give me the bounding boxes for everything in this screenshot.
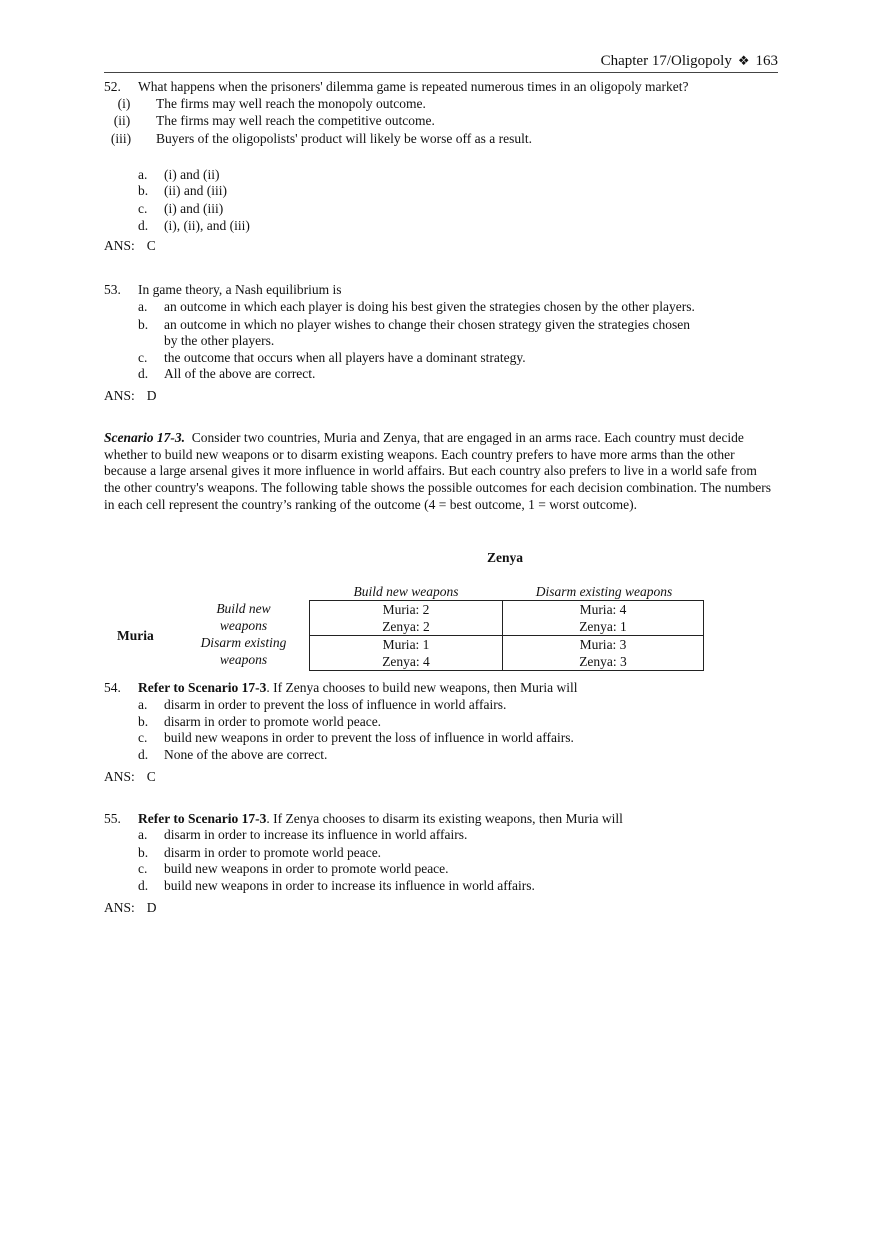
scenario-label: Scenario 17-3. (104, 430, 185, 445)
statement-numeral: (ii) (113, 113, 131, 128)
question-text: What happens when the prisoners' dilemma game is repeated numerous times in an oligopoly market? (138, 79, 689, 94)
answer-value: D (146, 388, 157, 403)
option-letter: b. (138, 317, 149, 332)
answer-value: C (146, 769, 156, 784)
statement-numeral: (i) (117, 96, 131, 111)
option-letter: a. (138, 827, 148, 842)
option-text: (i) and (iii) (164, 201, 224, 216)
row-strategy-header (186, 634, 301, 668)
zenya-payoff: Zenya: 1 (579, 619, 627, 634)
option-letter: d. (138, 218, 149, 233)
option-text: (ii) and (iii) (164, 183, 227, 198)
scenario-reference: Refer to Scenario 17-3 (138, 811, 267, 826)
column-strategy-header: Disarm existing weapons (535, 584, 673, 599)
answer-label: ANS: (104, 238, 135, 253)
row-strategy-line: weapons (219, 652, 268, 667)
chapter-title: Chapter 17/Oligopoly (600, 53, 732, 69)
row-strategy-line: weapons (219, 618, 268, 633)
statement-numeral: (iii) (110, 131, 132, 146)
statement-text: The firms may well reach the monopoly outcome. (156, 96, 426, 111)
option-letter: d. (138, 747, 149, 762)
option-text: an outcome in which each player is doing his best given the strategies chosen by the other players. (164, 299, 695, 314)
option-text: build new weapons in order to promote world peace. (164, 861, 449, 876)
payoff-cell (310, 601, 503, 636)
page-number: 163 (755, 53, 778, 69)
option-letter: c. (138, 730, 148, 745)
answer-line (104, 387, 157, 404)
option-text: All of the above are correct. (164, 366, 316, 381)
option-letter: b. (138, 714, 149, 729)
column-player-label: Zenya (487, 550, 524, 565)
question-text-rest: . If Zenya chooses to disarm its existing weapons, then Muria will (266, 811, 623, 826)
option-letter: a. (138, 167, 148, 182)
option-text: disarm in order to promote world peace. (164, 845, 382, 860)
option-letter: a. (138, 697, 148, 712)
option-text: disarm in order to increase its influence in world affairs. (164, 827, 468, 842)
option-text: build new weapons in order to prevent the loss of influence in world affairs. (164, 730, 574, 745)
question-text (138, 679, 578, 696)
muria-payoff: Muria: 2 (382, 602, 430, 617)
muria-payoff: Muria: 3 (579, 637, 627, 652)
question-text (138, 810, 623, 827)
column-strategy-header: Build new weapons (353, 584, 459, 599)
statement-text: Buyers of the oligopolists' product will likely be worse off as a result. (156, 131, 532, 146)
zenya-payoff: Zenya: 3 (579, 654, 627, 669)
option-text: build new weapons in order to increase its influence in world affairs. (164, 878, 535, 893)
answer-value: D (146, 900, 157, 915)
row-player-label: Muria (117, 628, 154, 643)
zenya-payoff: Zenya: 4 (382, 654, 430, 669)
answer-value: C (146, 238, 156, 253)
option-letter: b. (138, 845, 149, 860)
answer-label: ANS: (104, 388, 135, 403)
answer-line (104, 768, 156, 785)
payoff-cell (503, 636, 704, 671)
scenario-text: Consider two countries, Muria and Zenya, that are engaged in an arms race. Each country must decide whether to build new weapons or to disarm existing weapons. Each country prefers to have more arms than the other because a large arsenal gives it more influence in world affairs. But each country also prefers to live in a world safe from the other country's weapons. The following table shows the possible outcomes for each decision combination. The numbers in each cell represent the country’s ranking of the outcome (4 = best outcome, 1 = worst outcome). (104, 430, 772, 512)
option-letter: a. (138, 299, 148, 314)
option-letter: b. (138, 183, 149, 198)
muria-payoff: Muria: 4 (579, 602, 627, 617)
question-text-rest: . If Zenya chooses to build new weapons, then Muria will (266, 680, 578, 695)
zenya-payoff: Zenya: 2 (382, 619, 430, 634)
payoff-cell (503, 601, 704, 636)
answer-line (104, 899, 157, 916)
option-text: (i) and (ii) (164, 167, 220, 182)
row-strategy-line: Build new (216, 601, 271, 616)
ornament-icon: ❖ (737, 53, 750, 68)
payoff-cell (310, 636, 503, 671)
option-letter: c. (138, 201, 148, 216)
table-row (310, 636, 704, 671)
table-row (310, 601, 704, 636)
question-number: 53. (104, 282, 121, 297)
option-text: (i), (ii), and (iii) (164, 218, 250, 233)
option-letter: c. (138, 350, 148, 365)
scenario-reference: Refer to Scenario 17-3 (138, 680, 267, 695)
option-text: an outcome in which no player wishes to change their chosen strategy given the strategies chosen (164, 317, 690, 332)
muria-payoff: Muria: 1 (382, 637, 430, 652)
page-header (104, 51, 778, 73)
question-number: 55. (104, 811, 121, 826)
option-letter: d. (138, 366, 149, 381)
statement-text: The firms may well reach the competitive outcome. (156, 113, 435, 128)
option-text: disarm in order to prevent the loss of influence in world affairs. (164, 697, 507, 712)
question-text: In game theory, a Nash equilibrium is (138, 282, 342, 297)
answer-label: ANS: (104, 900, 135, 915)
question-number: 54. (104, 680, 121, 695)
payoff-table (309, 600, 704, 671)
option-letter: c. (138, 861, 148, 876)
answer-line (104, 237, 156, 254)
option-text-continued: by the other players. (164, 333, 275, 348)
scenario-paragraph (104, 430, 774, 514)
option-text: None of the above are correct. (164, 747, 328, 762)
question-number: 52. (104, 79, 121, 94)
row-strategy-line: Disarm existing (200, 635, 287, 650)
answer-label: ANS: (104, 769, 135, 784)
option-text: disarm in order to promote world peace. (164, 714, 382, 729)
option-text: the outcome that occurs when all players have a dominant strategy. (164, 350, 526, 365)
option-letter: d. (138, 878, 149, 893)
row-strategy-header (186, 600, 301, 634)
